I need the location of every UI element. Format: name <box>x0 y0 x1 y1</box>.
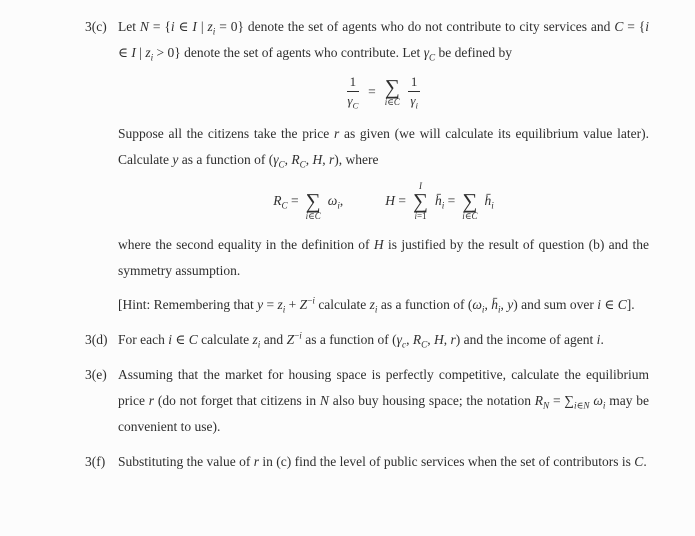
fraction-numerator: 1 <box>347 74 360 92</box>
problem-3e-label: 3(e) <box>85 366 107 382</box>
sum-lower-limit: i=1 <box>414 210 427 221</box>
fraction-denominator: $\gamma_C$ <box>347 93 359 111</box>
h-lhs: H = <box>385 192 406 208</box>
problem-3d-text: For each i ∈ C calculate $z_i$ and $Z^{-i}$ as a function of ($\gamma_c$, $R_C$, H, r) and the income of agent i. <box>118 330 604 350</box>
sigma-operator: ∑ <box>384 74 400 99</box>
problem-3c-hint-text: [Hint: Remembering that $y = z_i + Z^{-i}$ calculate $z_i$ as a function of ($\omega_i$, $h̄_i$, y) and sum over i ∈ C]. <box>118 295 635 315</box>
sigma-operator: ∑ <box>462 188 478 213</box>
problem-3f <box>85 449 649 475</box>
summation-over-c <box>306 181 321 221</box>
problem-3d-label: 3(d) <box>85 331 108 347</box>
formula-gamma-definition <box>118 74 649 110</box>
sum-lower-limit: i∈C <box>462 210 478 221</box>
summation-over-c <box>462 181 477 221</box>
problem-3c-body <box>118 14 649 318</box>
fraction-numerator: 1 <box>408 74 421 92</box>
formula-rc-and-h <box>118 181 649 221</box>
problem-3e-body <box>118 362 649 440</box>
problem-3d <box>85 327 649 353</box>
sigma-operator: ∑ <box>413 188 428 213</box>
problem-3e-text: Assuming that the market for housing space is perfectly competitive, calculate the equilibrium price r (do not forget that citizens in N also buy housing space; the notation $R_N = \sum_{i\in N}$ $\omega_i$ may be convenient to use). <box>118 366 650 434</box>
fraction-one-over-gamma-i <box>408 74 421 110</box>
h-term-1: $h̄_i$ = <box>434 192 456 211</box>
rc-term: $\omega_i$, <box>327 192 344 211</box>
summation-i-1-to-I <box>413 181 428 221</box>
sigma-operator: ∑ <box>305 188 321 213</box>
sum-lower-limit: i∈C <box>305 210 321 221</box>
sum-upper-limit: I <box>418 180 422 191</box>
equals-sign: = <box>368 83 376 99</box>
problem-3d-body <box>118 327 649 353</box>
h-definition <box>385 181 494 221</box>
problem-3e <box>85 362 649 440</box>
problem-3c-intro-text: Let N = {i ∈ I | $z_i = 0$} denote the set of agents who do not contribute to city services and C = {i ∈ I | $z_i > 0$} denote the set of agents who contribute. Let $\gamma_C$ be defined by <box>118 19 650 63</box>
problem-3f-label: 3(f) <box>85 453 106 469</box>
problem-3c-justification-text: where the second equality in the definition of H is justified by the result of question (b) and the symmetry assumption. <box>118 236 649 278</box>
problem-3f-text: Substituting the value of r in (c) find the level of public services when the set of contributors is C. <box>118 453 647 469</box>
fraction-one-over-gamma-c <box>347 74 360 110</box>
problem-3c-middle-text: Suppose all the citizens take the price r as given (we will calculate its equilibrium value later). Calculate y as a function of ($\gamma_C$, $R_C$, H, r), where <box>118 125 649 170</box>
problem-3f-body <box>118 449 649 475</box>
problem-3c <box>85 14 649 318</box>
h-term-2: $h̄_i$ <box>484 192 494 211</box>
problem-3c-label: 3(c) <box>85 19 107 34</box>
summation-over-c <box>384 74 400 107</box>
rc-lhs: $R_C$ = <box>273 192 299 211</box>
fraction-denominator: $\gamma_i$ <box>410 93 418 111</box>
rc-definition <box>273 181 343 221</box>
sum-lower-limit: i∈C <box>384 96 400 107</box>
